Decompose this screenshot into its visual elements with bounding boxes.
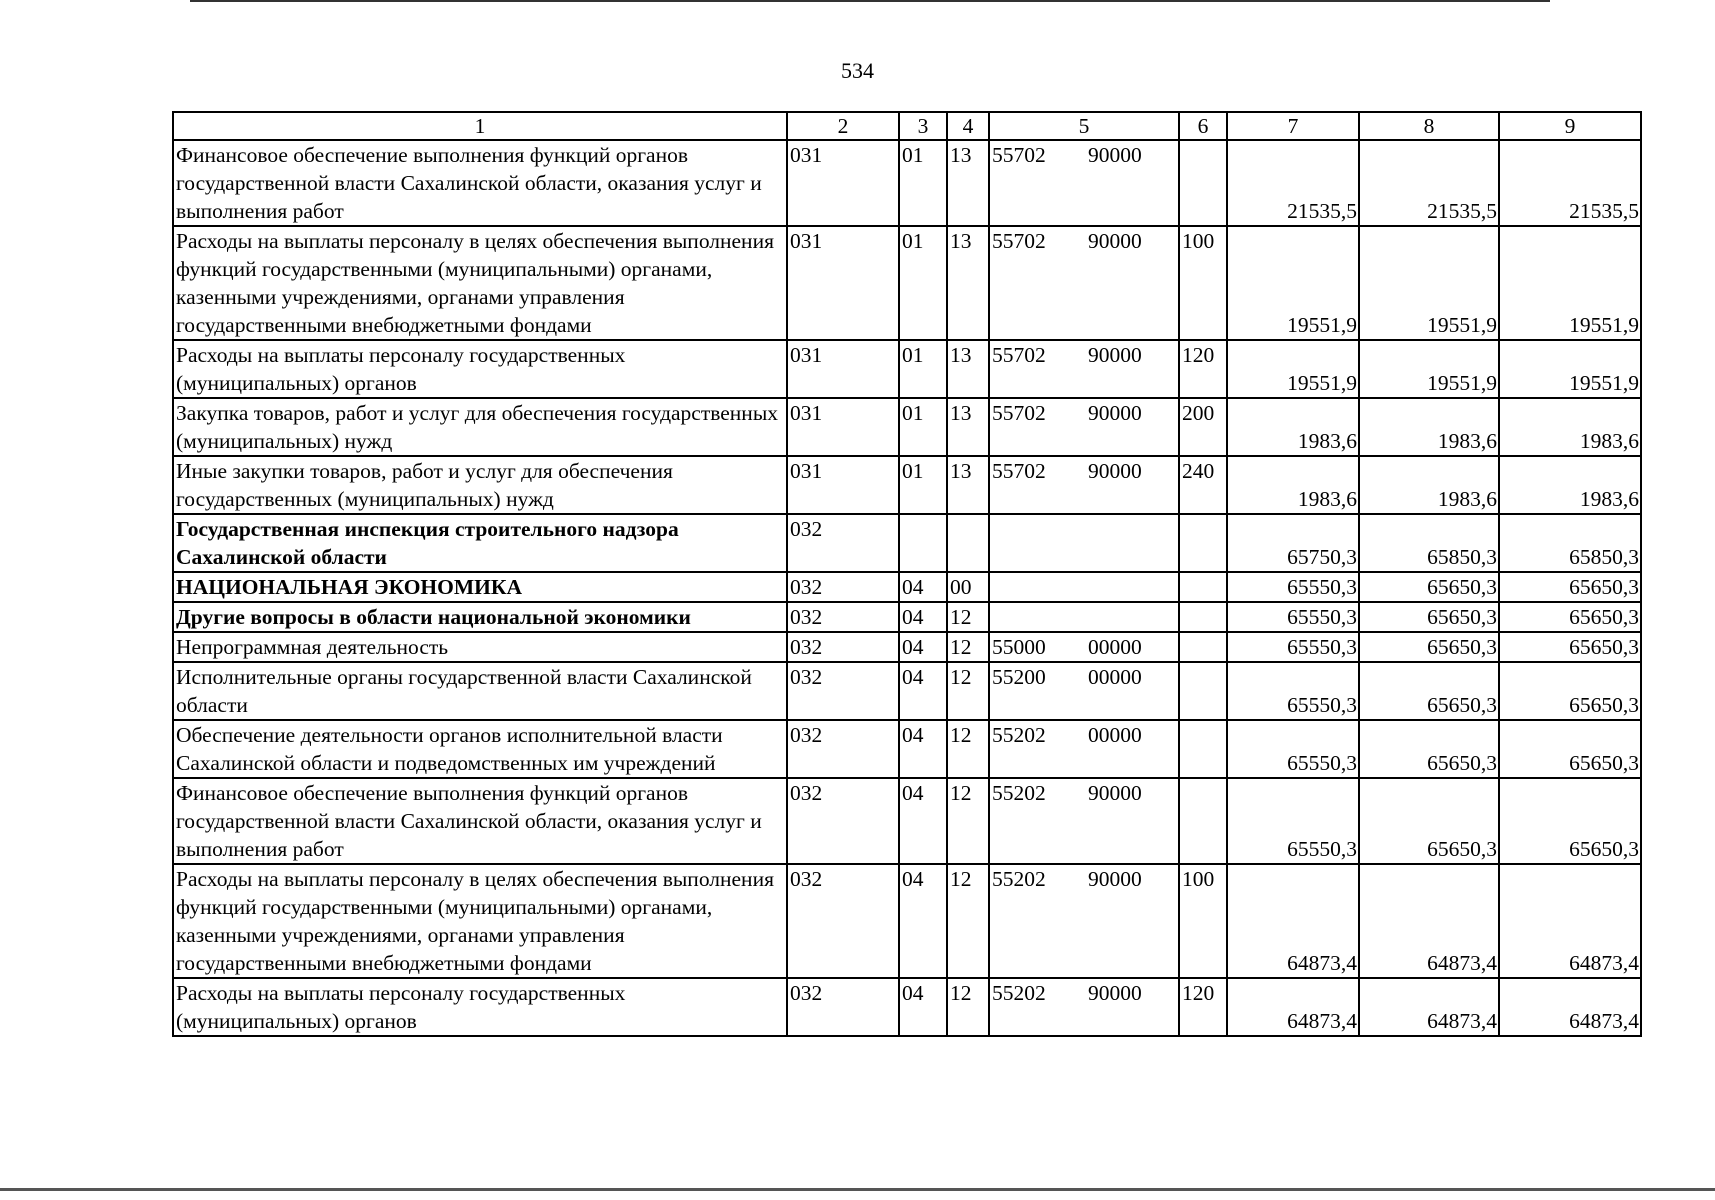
- target-article-code-part2: 90000: [1088, 867, 1142, 891]
- ministry-code-cell: 032: [787, 514, 899, 572]
- ministry-code-cell: 031: [787, 226, 899, 340]
- row-name-cell: Государственная инспекция строительного надзора Сахалинской области: [173, 514, 787, 572]
- target-article-cell: [989, 572, 1179, 602]
- row-name-cell: НАЦИОНАЛЬНАЯ ЭКОНОМИКА: [173, 572, 787, 602]
- amount-col7-cell: 1983,6: [1227, 398, 1359, 456]
- subsection-code-cell: [947, 514, 989, 572]
- ministry-code-cell: 032: [787, 572, 899, 602]
- target-article-cell: [989, 602, 1179, 632]
- expense-type-cell: 100: [1179, 226, 1227, 340]
- table-row: [173, 456, 1641, 514]
- ministry-code-cell: 032: [787, 978, 899, 1036]
- expense-type-cell: [1179, 632, 1227, 662]
- amount-col9-cell: 65650,3: [1499, 572, 1641, 602]
- subsection-code-cell: 12: [947, 602, 989, 632]
- amount-col7-cell: 65550,3: [1227, 720, 1359, 778]
- target-article-code-part1: 55702: [992, 229, 1046, 253]
- amount-col8-cell: 64873,4: [1359, 864, 1499, 978]
- budget-table: [172, 111, 1642, 1037]
- amount-col9-cell: 65650,3: [1499, 778, 1641, 864]
- target-article-code-part1: 55702: [992, 459, 1046, 483]
- amount-col7-cell: 1983,6: [1227, 456, 1359, 514]
- column-header: 8: [1359, 112, 1499, 140]
- column-header: 1: [173, 112, 787, 140]
- ministry-code-cell: 032: [787, 864, 899, 978]
- target-article-code-part2: 90000: [1088, 781, 1142, 805]
- section-code-cell: 01: [899, 398, 947, 456]
- amount-col7-cell: 65550,3: [1227, 632, 1359, 662]
- target-article-cell: [989, 226, 1179, 340]
- subsection-code-cell: 13: [947, 226, 989, 340]
- amount-col7-cell: 65550,3: [1227, 572, 1359, 602]
- amount-col9-cell: 1983,6: [1499, 398, 1641, 456]
- target-article-code-part2: 00000: [1088, 723, 1142, 747]
- amount-col7-cell: 65550,3: [1227, 778, 1359, 864]
- amount-col8-cell: 65650,3: [1359, 632, 1499, 662]
- target-article-cell: [989, 720, 1179, 778]
- target-article-code-part1: 55702: [992, 143, 1046, 167]
- row-name-cell: Другие вопросы в области национальной экономики: [173, 602, 787, 632]
- amount-col7-cell: 65550,3: [1227, 662, 1359, 720]
- table-row: [173, 226, 1641, 340]
- amount-col9-cell: 19551,9: [1499, 226, 1641, 340]
- target-article-code-part1: 55702: [992, 401, 1046, 425]
- subsection-code-cell: 12: [947, 720, 989, 778]
- target-article-cell: [989, 140, 1179, 226]
- table-row: [173, 632, 1641, 662]
- target-article-code-part2: 90000: [1088, 343, 1142, 367]
- amount-col9-cell: 1983,6: [1499, 456, 1641, 514]
- section-code-cell: 04: [899, 778, 947, 864]
- amount-col8-cell: 19551,9: [1359, 340, 1499, 398]
- ministry-code-cell: 032: [787, 632, 899, 662]
- amount-col9-cell: 21535,5: [1499, 140, 1641, 226]
- row-name-cell: Расходы на выплаты персоналу в целях обеспечения выполнения функций государственными (муниципальными) органами, казенными учреждениями, органами управления государственными внебюджетными фондами: [173, 864, 787, 978]
- column-header: 3: [899, 112, 947, 140]
- section-code-cell: 04: [899, 572, 947, 602]
- expense-type-cell: 200: [1179, 398, 1227, 456]
- section-code-cell: 01: [899, 226, 947, 340]
- row-name-cell: Расходы на выплаты персоналу в целях обеспечения выполнения функций государственными (муниципальными) органами, казенными учреждениями, органами управления государственными внебюджетными фондами: [173, 226, 787, 340]
- amount-col7-cell: 19551,9: [1227, 226, 1359, 340]
- expense-type-cell: 120: [1179, 340, 1227, 398]
- section-code-cell: 04: [899, 978, 947, 1036]
- column-header: 6: [1179, 112, 1227, 140]
- section-code-cell: 04: [899, 662, 947, 720]
- subsection-code-cell: 12: [947, 632, 989, 662]
- subsection-code-cell: 12: [947, 864, 989, 978]
- target-article-code-part1: 55202: [992, 867, 1046, 891]
- subsection-code-cell: 13: [947, 398, 989, 456]
- target-article-code-part2: 90000: [1088, 459, 1142, 483]
- page-number: 534: [841, 58, 874, 83]
- amount-col9-cell: 65650,3: [1499, 662, 1641, 720]
- amount-col8-cell: 19551,9: [1359, 226, 1499, 340]
- amount-col7-cell: 64873,4: [1227, 978, 1359, 1036]
- target-article-code-part2: 90000: [1088, 401, 1142, 425]
- amount-col9-cell: 65850,3: [1499, 514, 1641, 572]
- subsection-code-cell: 12: [947, 978, 989, 1036]
- section-code-cell: 04: [899, 632, 947, 662]
- amount-col7-cell: 19551,9: [1227, 340, 1359, 398]
- amount-col9-cell: 64873,4: [1499, 978, 1641, 1036]
- section-code-cell: 01: [899, 456, 947, 514]
- target-article-code-part1: 55202: [992, 723, 1046, 747]
- amount-col9-cell: 65650,3: [1499, 720, 1641, 778]
- amount-col8-cell: 65650,3: [1359, 720, 1499, 778]
- table-row: [173, 864, 1641, 978]
- amount-col8-cell: 21535,5: [1359, 140, 1499, 226]
- row-name-cell: Иные закупки товаров, работ и услуг для обеспечения государственных (муниципальных) нужд: [173, 456, 787, 514]
- subsection-code-cell: 12: [947, 662, 989, 720]
- row-name-cell: Расходы на выплаты персоналу государственных (муниципальных) органов: [173, 340, 787, 398]
- section-code-cell: [899, 514, 947, 572]
- target-article-cell: [989, 864, 1179, 978]
- scan-top-edge: [190, 0, 1550, 2]
- amount-col9-cell: 19551,9: [1499, 340, 1641, 398]
- scan-bottom-edge: [0, 1188, 1715, 1191]
- column-header: 4: [947, 112, 989, 140]
- target-article-cell: [989, 514, 1179, 572]
- ministry-code-cell: 031: [787, 340, 899, 398]
- ministry-code-cell: 032: [787, 602, 899, 632]
- expense-type-cell: [1179, 514, 1227, 572]
- column-header: 9: [1499, 112, 1641, 140]
- target-article-cell: [989, 978, 1179, 1036]
- section-code-cell: 04: [899, 602, 947, 632]
- table-row: [173, 602, 1641, 632]
- table-row: [173, 398, 1641, 456]
- amount-col9-cell: 65650,3: [1499, 632, 1641, 662]
- subsection-code-cell: 13: [947, 456, 989, 514]
- target-article-code-part2: 00000: [1088, 665, 1142, 689]
- amount-col9-cell: 64873,4: [1499, 864, 1641, 978]
- section-code-cell: 04: [899, 720, 947, 778]
- row-name-cell: Закупка товаров, работ и услуг для обеспечения государственных (муниципальных) нужд: [173, 398, 787, 456]
- table-row: [173, 140, 1641, 226]
- table-row: [173, 778, 1641, 864]
- amount-col7-cell: 64873,4: [1227, 864, 1359, 978]
- table-row: [173, 720, 1641, 778]
- target-article-code-part1: 55200: [992, 665, 1046, 689]
- expense-type-cell: 100: [1179, 864, 1227, 978]
- target-article-code-part2: 00000: [1088, 635, 1142, 659]
- target-article-code-part1: 55202: [992, 781, 1046, 805]
- row-name-cell: Расходы на выплаты персоналу государственных (муниципальных) органов: [173, 978, 787, 1036]
- target-article-cell: [989, 662, 1179, 720]
- row-name-cell: Финансовое обеспечение выполнения функций органов государственной власти Сахалинской области, оказания услуг и выполнения работ: [173, 140, 787, 226]
- ministry-code-cell: 031: [787, 398, 899, 456]
- section-code-cell: 01: [899, 340, 947, 398]
- table-body: [173, 140, 1641, 1036]
- expense-type-cell: [1179, 602, 1227, 632]
- amount-col8-cell: 65850,3: [1359, 514, 1499, 572]
- subsection-code-cell: 13: [947, 340, 989, 398]
- header-row: [173, 112, 1641, 140]
- expense-type-cell: [1179, 720, 1227, 778]
- subsection-code-cell: 00: [947, 572, 989, 602]
- row-name-cell: Исполнительные органы государственной власти Сахалинской области: [173, 662, 787, 720]
- target-article-cell: [989, 398, 1179, 456]
- amount-col8-cell: 65650,3: [1359, 778, 1499, 864]
- column-header: 2: [787, 112, 899, 140]
- amount-col8-cell: 1983,6: [1359, 456, 1499, 514]
- amount-col8-cell: 64873,4: [1359, 978, 1499, 1036]
- target-article-code-part1: 55202: [992, 981, 1046, 1005]
- target-article-cell: [989, 340, 1179, 398]
- expense-type-cell: [1179, 140, 1227, 226]
- table-row: [173, 978, 1641, 1036]
- expense-type-cell: [1179, 778, 1227, 864]
- amount-col7-cell: 65750,3: [1227, 514, 1359, 572]
- subsection-code-cell: 13: [947, 140, 989, 226]
- amount-col8-cell: 1983,6: [1359, 398, 1499, 456]
- row-name-cell: Обеспечение деятельности органов исполнительной власти Сахалинской области и подведомственных им учреждений: [173, 720, 787, 778]
- subsection-code-cell: 12: [947, 778, 989, 864]
- column-header: 5: [989, 112, 1179, 140]
- amount-col8-cell: 65650,3: [1359, 572, 1499, 602]
- row-name-cell: Непрограммная деятельность: [173, 632, 787, 662]
- ministry-code-cell: 032: [787, 778, 899, 864]
- expense-type-cell: 120: [1179, 978, 1227, 1036]
- expense-type-cell: 240: [1179, 456, 1227, 514]
- amount-col7-cell: 21535,5: [1227, 140, 1359, 226]
- ministry-code-cell: 031: [787, 140, 899, 226]
- ministry-code-cell: 032: [787, 720, 899, 778]
- amount-col8-cell: 65650,3: [1359, 662, 1499, 720]
- target-article-code-part2: 90000: [1088, 229, 1142, 253]
- expense-type-cell: [1179, 662, 1227, 720]
- target-article-code-part2: 90000: [1088, 981, 1142, 1005]
- amount-col8-cell: 65650,3: [1359, 602, 1499, 632]
- ministry-code-cell: 032: [787, 662, 899, 720]
- amount-col7-cell: 65550,3: [1227, 602, 1359, 632]
- target-article-code-part2: 90000: [1088, 143, 1142, 167]
- table-row: [173, 572, 1641, 602]
- target-article-cell: [989, 778, 1179, 864]
- table-row: [173, 662, 1641, 720]
- section-code-cell: 04: [899, 864, 947, 978]
- expense-type-cell: [1179, 572, 1227, 602]
- ministry-code-cell: 031: [787, 456, 899, 514]
- section-code-cell: 01: [899, 140, 947, 226]
- target-article-code-part1: 55702: [992, 343, 1046, 367]
- row-name-cell: Финансовое обеспечение выполнения функций органов государственной власти Сахалинской области, оказания услуг и выполнения работ: [173, 778, 787, 864]
- column-header: 7: [1227, 112, 1359, 140]
- target-article-cell: [989, 456, 1179, 514]
- target-article-code-part1: 55000: [992, 635, 1046, 659]
- amount-col9-cell: 65650,3: [1499, 602, 1641, 632]
- table-row: [173, 514, 1641, 572]
- table-row: [173, 340, 1641, 398]
- target-article-cell: [989, 632, 1179, 662]
